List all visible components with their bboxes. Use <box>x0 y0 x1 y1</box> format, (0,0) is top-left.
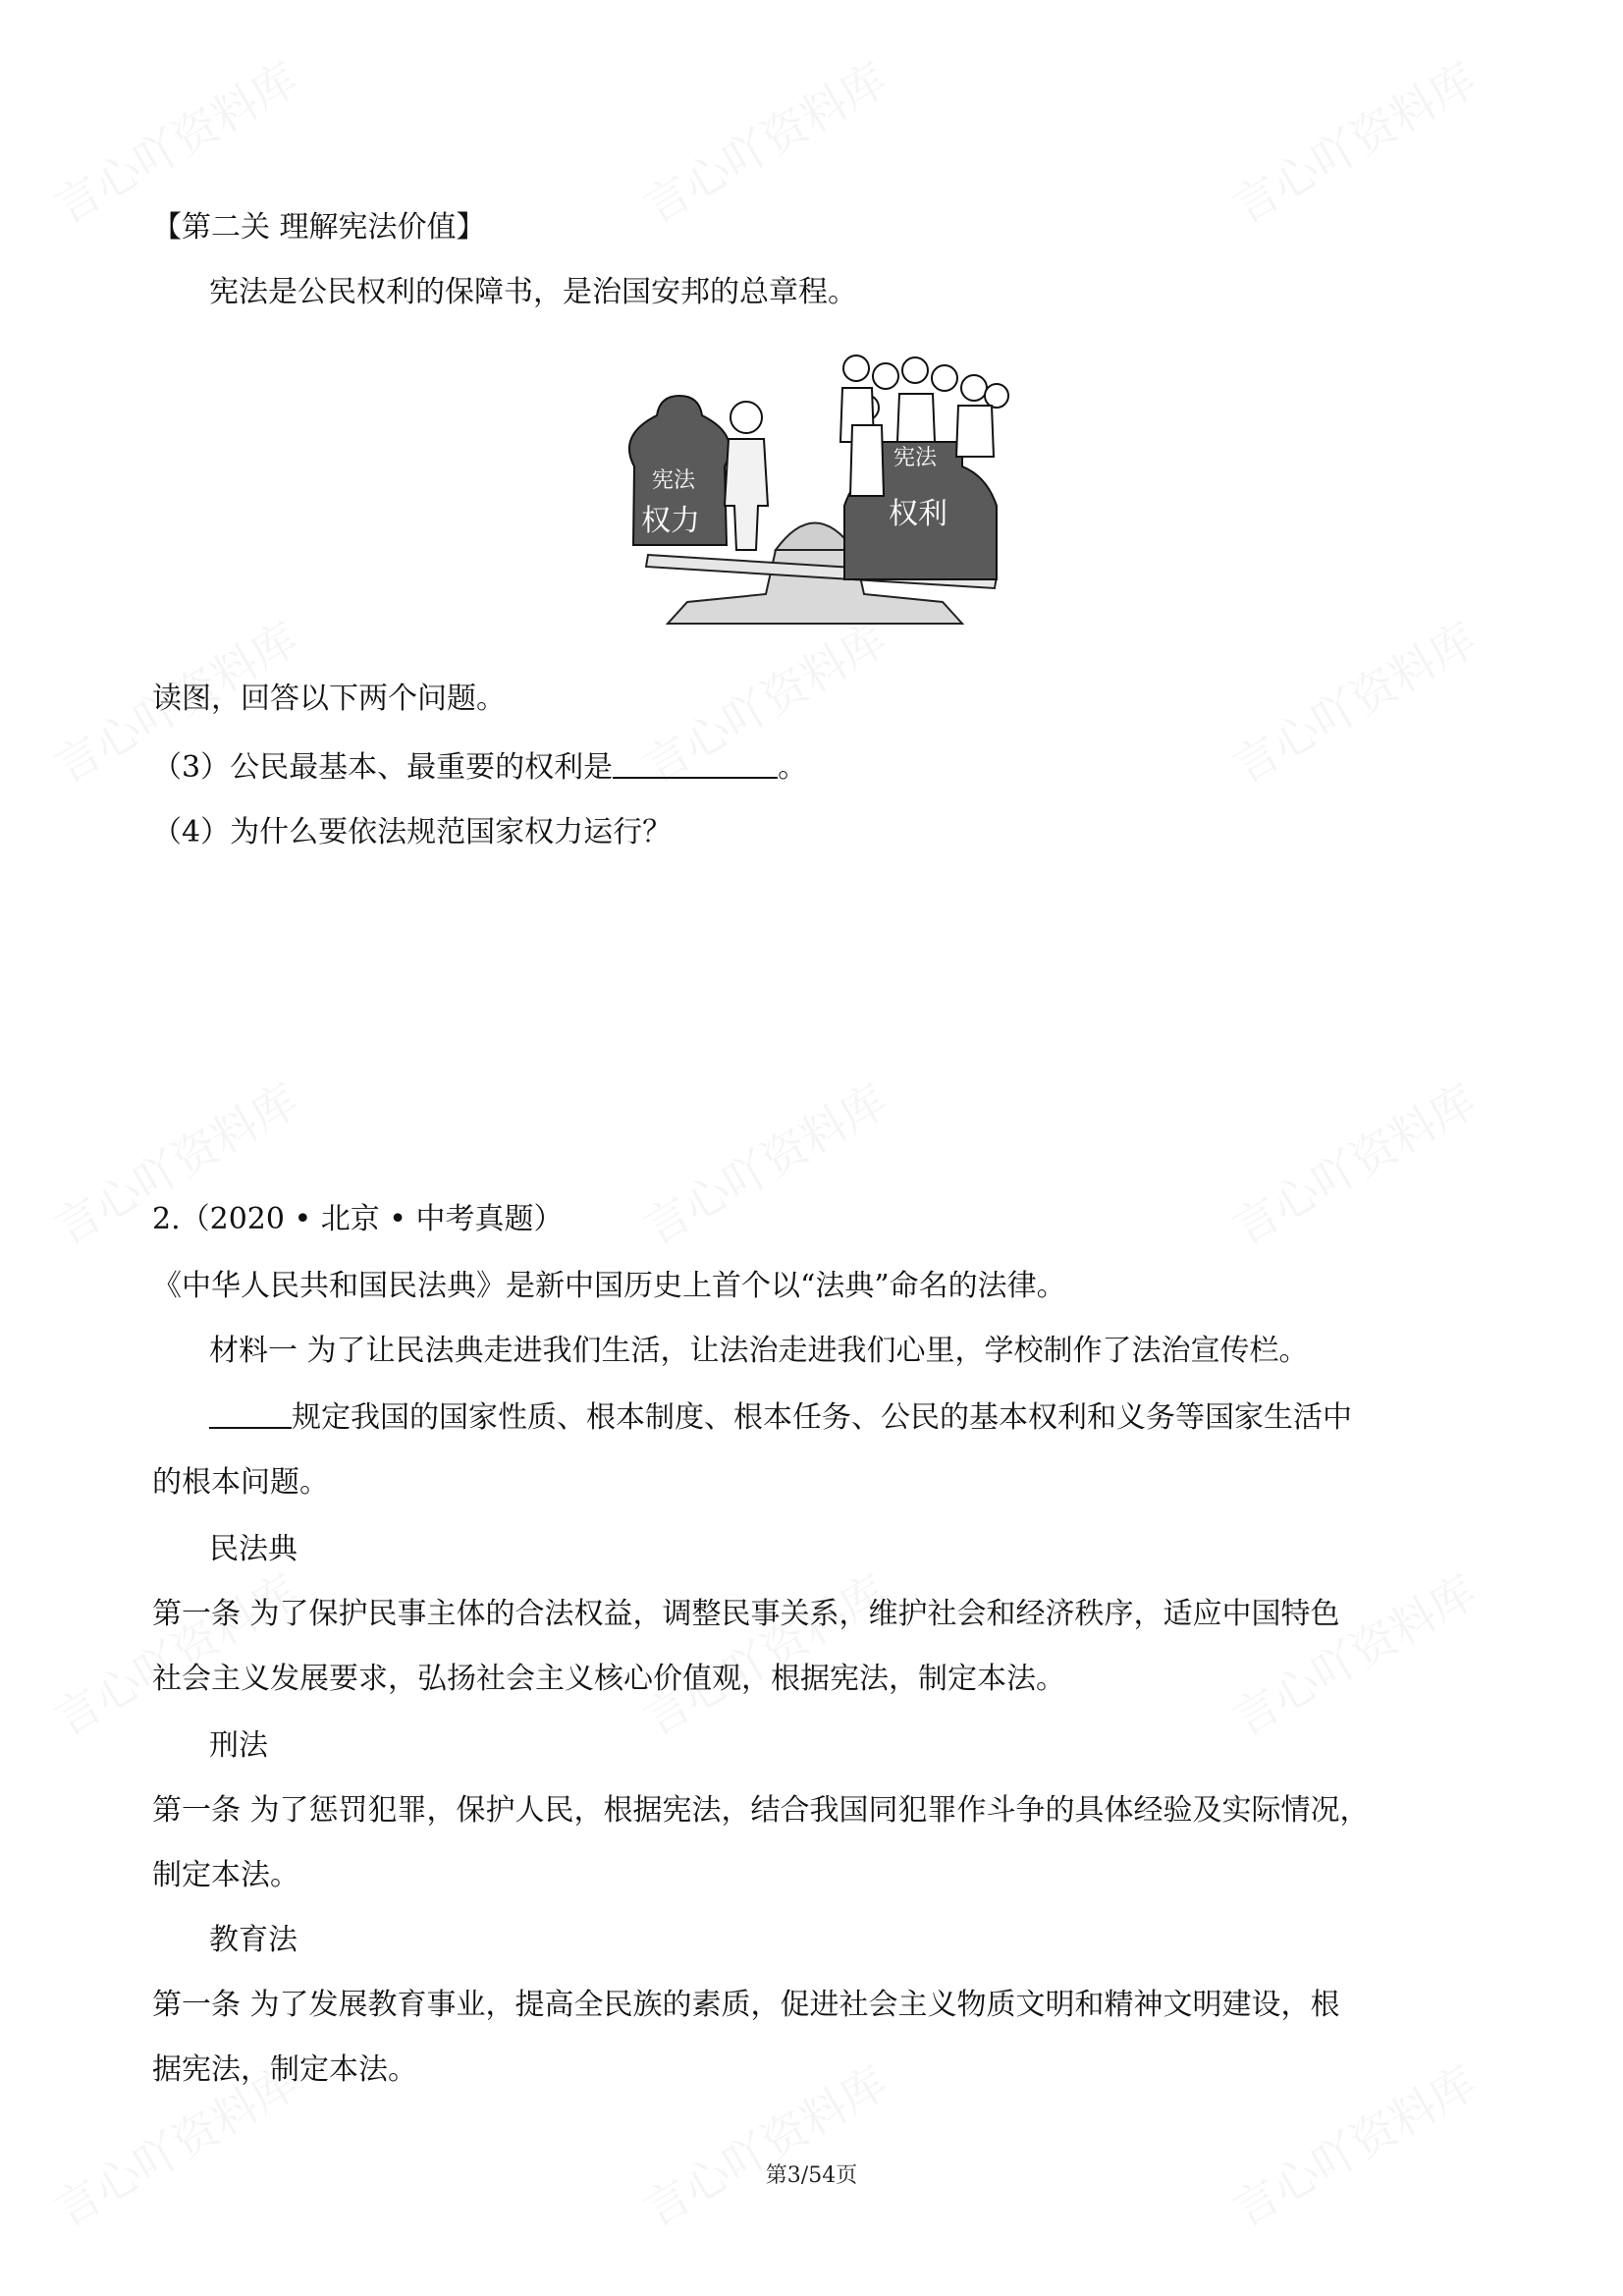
watermark-text <box>630 1066 897 1257</box>
law-civil-code-line1: 第一条 为了保护民事主体的合法权益，调整民事关系，维护社会和经济秩序，适应中国特色 <box>152 1597 1340 1631</box>
law-title-civil-code: 民法典 <box>209 1532 298 1566</box>
question-3 <box>152 748 807 788</box>
watermark-text <box>1219 2048 1487 2239</box>
question-3-text: （3）公民最基本、最重要的权利是 <box>152 750 614 785</box>
law-education-line1: 第一条 为了发展教育事业，提高全民族的素质，促进社会主义物质文明和精神文明建设，根 <box>152 1988 1340 2022</box>
law-education-line2: 据宪法，制定本法。 <box>152 2052 417 2087</box>
watermark-text <box>630 1557 897 1748</box>
balance-scale-figure <box>609 349 1021 648</box>
law-title-education: 教育法 <box>209 1923 298 1957</box>
watermark-text <box>1219 1066 1487 1257</box>
page-number: 第3/54页 <box>765 2163 858 2188</box>
law-civil-code-line2: 社会主义发展要求，弘扬社会主义核心价值观，根据宪法，制定本法。 <box>152 1662 1065 1696</box>
intro-text: 宪法是公民权利的保障书，是治国安邦的总章程。 <box>209 275 857 309</box>
watermark-text <box>1219 1557 1487 1748</box>
watermark-text <box>1219 604 1487 795</box>
figure-prompt: 读图，回答以下两个问题。 <box>152 682 506 716</box>
question-2-header: 2.（2020 • 北京 • 中考真题） <box>152 1202 564 1236</box>
left-weight-top-label: 宪法 <box>652 468 696 493</box>
watermark-text <box>630 2048 897 2239</box>
right-weight-bottom-label: 权利 <box>889 497 947 531</box>
civil-code-intro: 《中华人民共和国民法典》是新中国历史上首个以“法典”命名的法律。 <box>152 1269 1066 1303</box>
question-4: （4）为什么要依法规范国家权力运行？ <box>152 815 673 849</box>
law-title-criminal: 刑法 <box>209 1728 268 1763</box>
watermark-text <box>1219 44 1487 236</box>
fill-blank-line <box>209 1398 1352 1438</box>
section-title: 【第二关 理解宪法价值】 <box>152 210 486 245</box>
law-criminal-line2: 制定本法。 <box>152 1858 299 1892</box>
law-criminal-line1: 第一条 为了惩罚犯罪，保护人民，根据宪法，结合我国同犯罪作斗争的具体经验及实际情况， <box>152 1793 1370 1828</box>
watermark-text <box>630 44 897 236</box>
fill-blank[interactable] <box>209 1399 292 1429</box>
fill-blank-text: 规定我国的国家性质、根本制度、根本任务、公民的基本权利和义务等国家生活中 <box>292 1400 1352 1435</box>
question-3-end: 。 <box>778 750 808 785</box>
watermark-text <box>41 1557 308 1748</box>
material-1: 材料一 为了让民法典走进我们生活，让法治走进我们心里，学校制作了法治宣传栏。 <box>209 1334 1309 1368</box>
fill-blank-continuation: 的根本问题。 <box>152 1465 329 1500</box>
right-weight-top-label: 宪法 <box>893 446 938 470</box>
answer-blank[interactable] <box>613 749 778 779</box>
left-weight-bottom-label: 权力 <box>641 504 700 538</box>
